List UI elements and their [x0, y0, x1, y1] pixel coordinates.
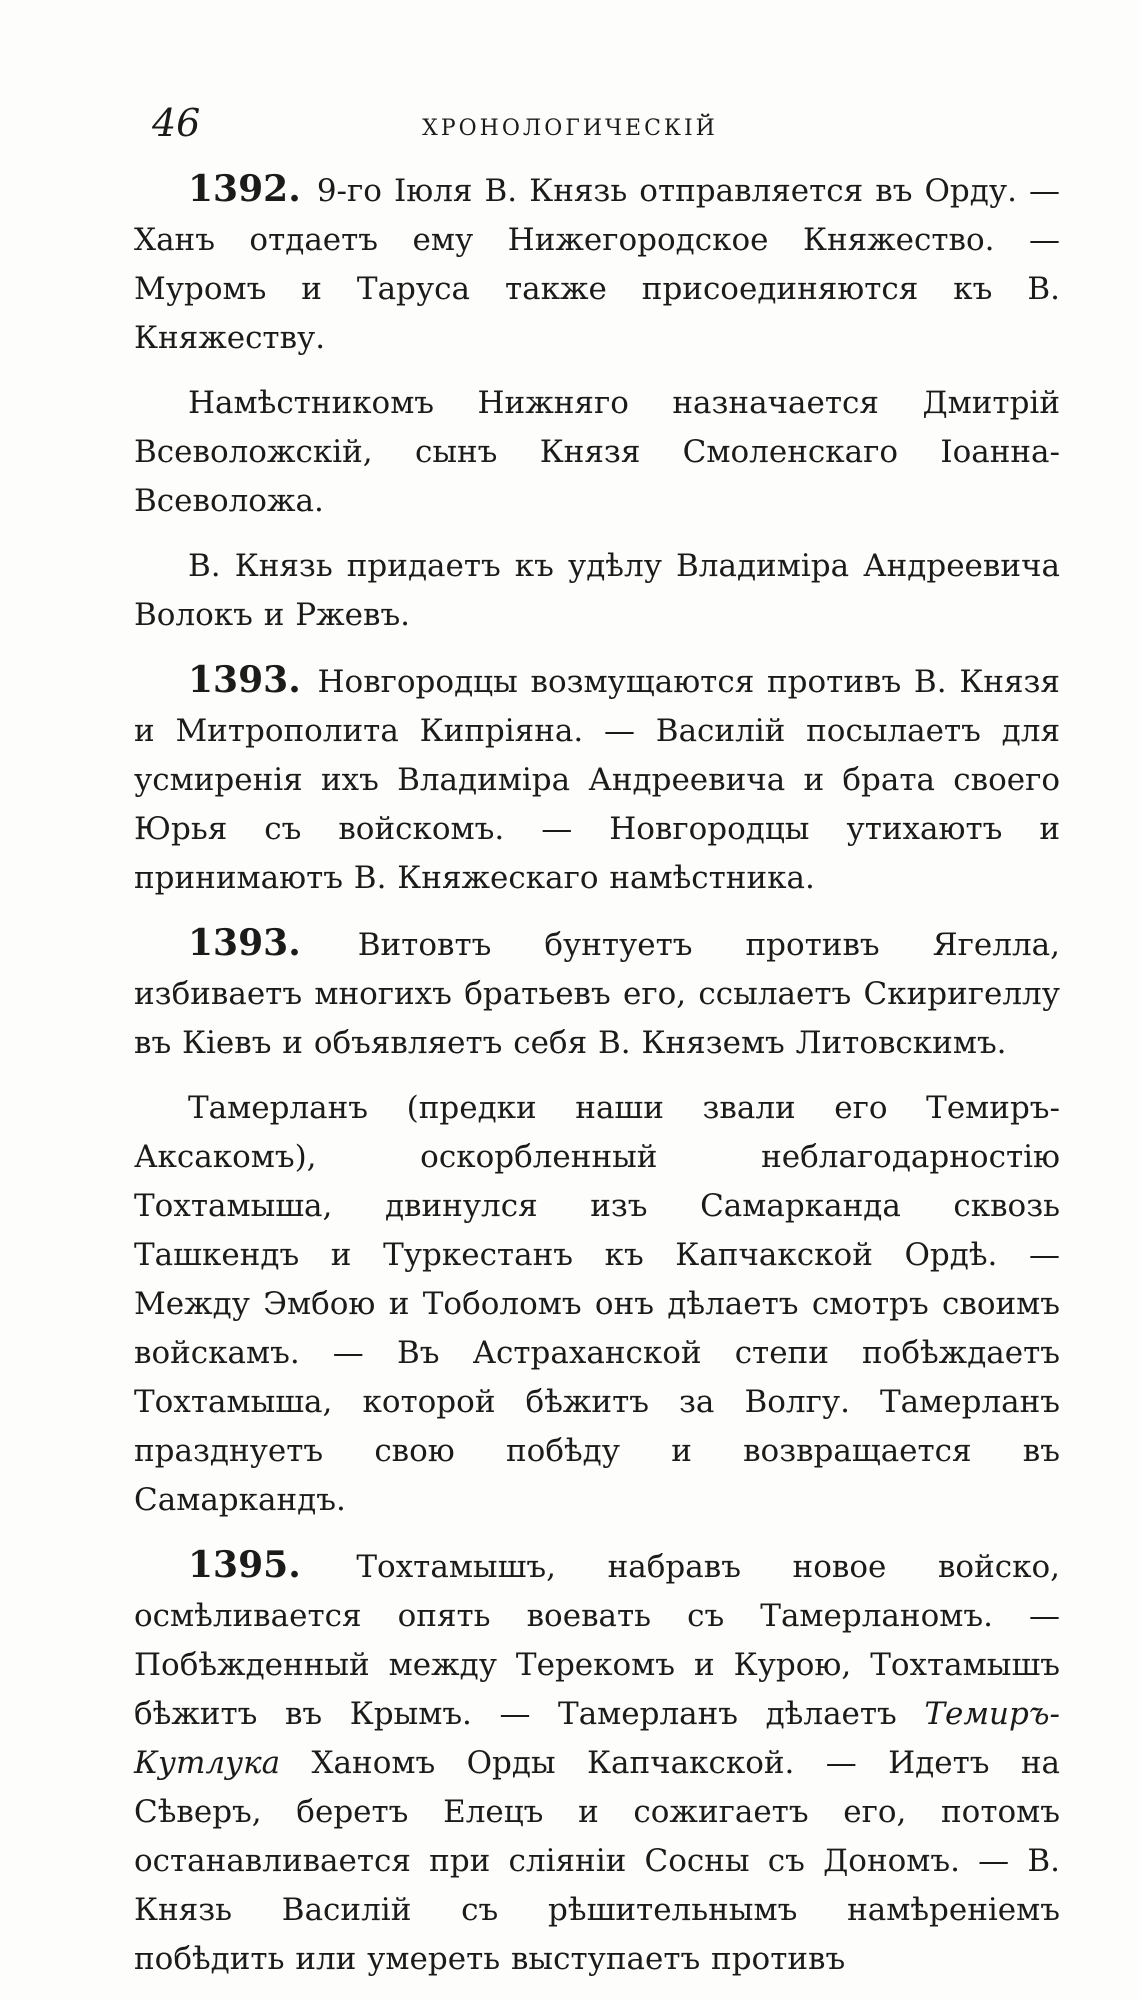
entry-text: Тамерланъ (предки наши звали его Темиръ-Аксакомъ), оскорбленный неблагодарностію Тохтамыша, двинулся изъ Самарканда сквозь Ташкендъ и Туркестанъ къ Капчакской Ордѣ. — Между Эмбою и Тоболомъ онъ дѣлаетъ смотръ своимъ войскамъ. — Въ Астраханской степи побѣждаетъ Тохтамыша, которой бѣжитъ за Волгу. Тамерланъ празднуетъ свою побѣду и возвращается въ Самаркандъ. [134, 1090, 1060, 1518]
page-number: 46 [152, 101, 201, 145]
entry-1392 [134, 165, 1060, 363]
entry-1395 [134, 1541, 1060, 1984]
entry-paragraph [134, 379, 1060, 526]
entry-1393-vitovt [134, 919, 1060, 1068]
entry-text: Витовтъ бунтуетъ противъ Ягелла, избиваетъ многихъ братьевъ его, ссылаетъ Скиригеллу въ Кіевъ и объявляетъ себя В. Княземъ Литовскимъ. [134, 927, 1060, 1061]
entry-text: Намѣстникомъ Нижняго назначается Дмитрій Всеволожскій, сынъ Князя Смоленскаго Іоанна-Всеволожа. [134, 385, 1060, 519]
year-label: 1393. [188, 922, 301, 964]
entry-text: В. Князь придаетъ къ удѣлу Владиміра Андреевича Волокъ и Ржевъ. [134, 548, 1060, 633]
entry-text: Тохтамышъ, набравъ новое войско, осмѣливается опять воевать съ Тамерланомъ. — Побѣжденный между Терекомъ и Курою, Тохтамышъ бѣжитъ въ Крымъ. — Тамерланъ дѣлаетъ [134, 1549, 1060, 1732]
chronicle-text [134, 165, 1060, 2000]
year-label: 1395. [188, 1544, 301, 1586]
year-label: 1392. [188, 168, 301, 210]
entry-paragraph [134, 542, 1060, 640]
entry-text: 9-го Іюля В. Князь отправляется въ Орду. — Ханъ отдаетъ ему Нижегородское Княжество. — Муромъ и Таруса также присоединяются къ В. Княжеству. [134, 173, 1061, 356]
entry-paragraph [134, 1084, 1060, 1525]
year-label: 1393. [188, 659, 301, 701]
entry-1393-novgorod [134, 656, 1060, 903]
entry-text: Ханомъ Орды Капчакской. — Идетъ на Сѣверъ, беретъ Елецъ и сожигаетъ его, потомъ останавливается при сліяніи Сосны съ Дономъ. — В. Князь Василій съ рѣшительнымъ намѣреніемъ побѣдить или умереть выступаетъ противъ [134, 1745, 1061, 1977]
page-header [140, 101, 1000, 164]
running-head: ХРОНОЛОГИЧЕСКІЙ [422, 116, 718, 141]
entry-text: Новгородцы возмущаются противъ В. Князя и Митрополита Кипріяна. — Василій посылаетъ для усмиренія ихъ Владиміра Андреевича и брата своего Юрья съ войскомъ. — Новгородцы утихаютъ и принимаютъ В. Княжескаго намѣстника. [134, 664, 1060, 896]
italic-name: Темиръ-Кутлука [134, 1696, 1060, 1781]
